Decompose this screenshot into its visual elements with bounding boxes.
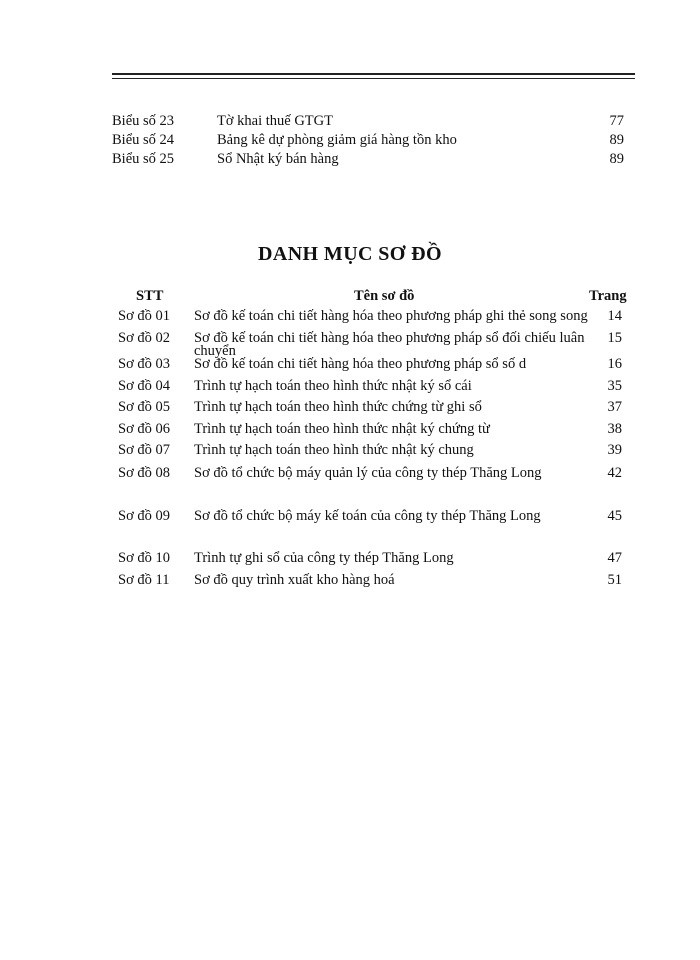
bieu-name: Sổ Nhật ký bán hàng	[217, 151, 339, 167]
diagram-page: 35	[607, 377, 622, 394]
diagram-row	[118, 440, 622, 462]
diagram-name: Sơ đồ kế toán chi tiết hàng hóa theo phương pháp ghi thẻ song song	[194, 308, 588, 324]
diagram-code: Sơ đồ 06	[118, 420, 170, 437]
header-rule-thin	[112, 78, 635, 79]
bieu-code: Biểu số 25	[112, 151, 175, 167]
diagram-row	[118, 376, 622, 398]
bieu-code: Biểu số 24	[112, 132, 175, 148]
diagram-row	[118, 397, 622, 419]
diagram-row	[118, 570, 622, 592]
column-header-stt: STT	[136, 288, 164, 304]
header-rule-thick	[112, 73, 635, 75]
diagram-code: Sơ đồ 02	[118, 330, 170, 346]
diagram-code: Sơ đồ 10	[118, 549, 170, 566]
diagram-code: Sơ đồ 05	[118, 399, 170, 416]
diagram-page: 16	[607, 356, 622, 372]
bieu-row	[112, 112, 624, 131]
diagram-row	[118, 310, 622, 332]
diagram-name: Trình tự hạch toán theo hình thức nhật ký chung	[194, 442, 474, 459]
diagram-row	[118, 548, 622, 570]
diagram-row	[118, 330, 622, 359]
diagram-code: Sơ đồ 08	[118, 464, 170, 481]
diagram-name: Trình tự ghi sổ của công ty thép Thăng Long	[194, 549, 454, 566]
bieu-row	[112, 150, 624, 169]
diagram-name: Trình tự hạch toán theo hình thức chứng từ ghi sổ	[194, 399, 482, 416]
diagram-page: 45	[607, 507, 622, 524]
section-title: DANH MỤC SƠ ĐỒ	[258, 243, 442, 265]
diagram-name: Sơ đồ kế toán chi tiết hàng hóa theo phương pháp sổ đối chiếu luân chuyển	[194, 330, 585, 359]
bieu-row	[112, 131, 624, 150]
diagram-page: 39	[607, 442, 622, 459]
diagram-name: Trình tự hạch toán theo hình thức nhật ký sổ cái	[194, 377, 472, 394]
diagram-page: 47	[607, 549, 622, 566]
diagram-page: 38	[607, 420, 622, 437]
column-header-name: Tên sơ đồ	[354, 288, 415, 304]
diagram-page: 42	[607, 464, 622, 481]
diagram-row	[118, 419, 622, 441]
diagram-row	[118, 462, 622, 505]
diagram-page: 51	[607, 571, 622, 588]
diagram-name: Trình tự hạch toán theo hình thức nhật ký chứng từ	[194, 420, 490, 437]
diagram-name: Sơ đồ tổ chức bộ máy kế toán của công ty thép Thăng Long	[194, 507, 541, 524]
diagram-code: Sơ đồ 01	[118, 308, 170, 324]
diagram-code: Sơ đồ 11	[118, 571, 170, 588]
diagram-code: Sơ đồ 07	[118, 442, 170, 459]
bieu-code: Biểu số 23	[112, 113, 175, 129]
diagram-name: Sơ đồ quy trình xuất kho hàng hoá	[194, 571, 395, 588]
diagram-code: Sơ đồ 03	[118, 356, 170, 372]
bieu-list	[112, 112, 624, 169]
diagram-code: Sơ đồ 04	[118, 377, 170, 394]
bieu-page: 89	[609, 151, 624, 167]
diagram-code: Sơ đồ 09	[118, 507, 170, 524]
column-header-page: Trang	[589, 288, 627, 304]
bieu-page: 89	[609, 132, 624, 148]
diagram-name: Sơ đồ tổ chức bộ máy quản lý của công ty thép Thăng Long	[194, 464, 542, 481]
diagram-page: 14	[607, 308, 622, 324]
diagram-row	[118, 354, 622, 376]
diagram-page: 37	[607, 399, 622, 416]
diagram-list	[118, 310, 622, 591]
bieu-name: Tờ khai thuế GTGT	[217, 113, 333, 129]
diagram-page: 15	[607, 330, 622, 346]
bieu-page: 77	[609, 113, 624, 129]
diagram-name: Sơ đồ kế toán chi tiết hàng hóa theo phương pháp sổ số d	[194, 356, 527, 372]
bieu-name: Bảng kê dự phòng giảm giá hàng tồn kho	[217, 132, 457, 148]
diagram-row	[118, 505, 622, 548]
